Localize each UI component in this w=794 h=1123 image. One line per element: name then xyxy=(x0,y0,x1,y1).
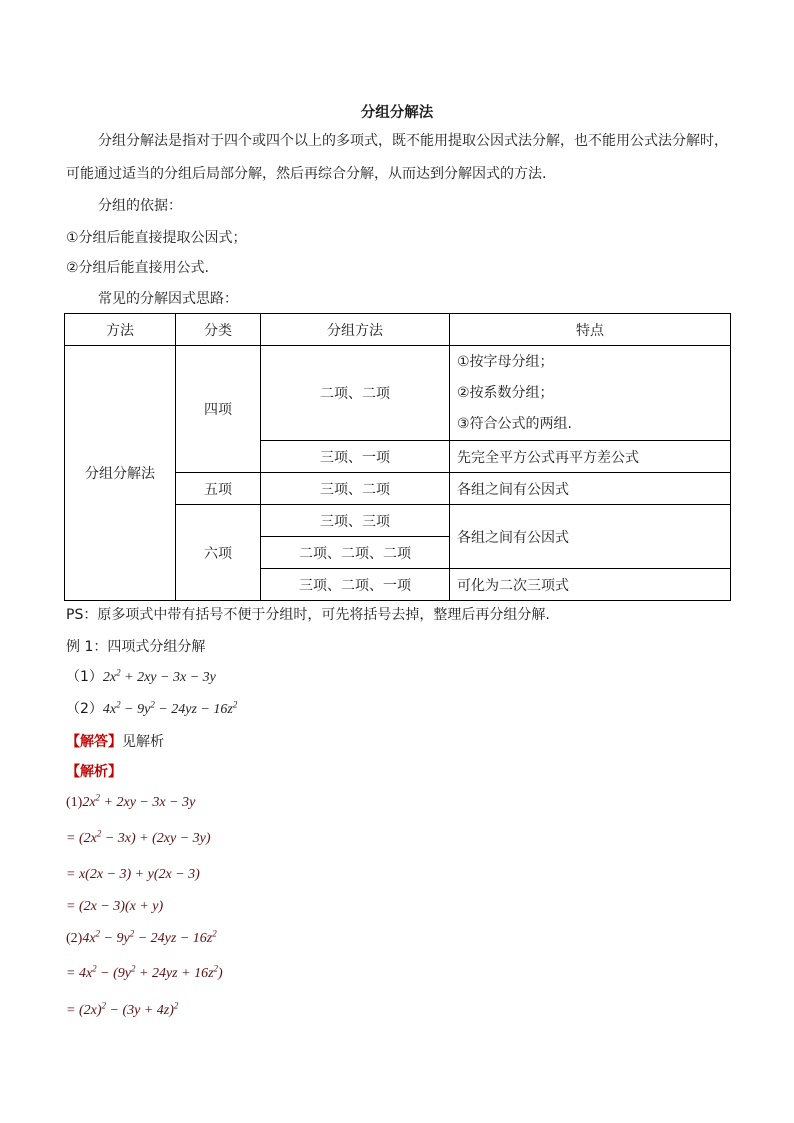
grouping-cell: 三项、三项 xyxy=(261,505,450,537)
grouping-cell: 三项、一项 xyxy=(261,441,450,473)
features-cell: 可化为二次三项式 xyxy=(450,569,731,601)
header-category: 分类 xyxy=(176,314,261,346)
solution-step: = $(2x^2 - 3x) + (2xy - 3y)$ xyxy=(66,828,211,846)
solution-step: = $4x^2 - (9y^2 + 24yz + 16z^2)$ xyxy=(66,963,223,981)
common-approaches-heading: 常见的分解因式思路： xyxy=(98,291,238,307)
solution-label: (1) xyxy=(66,795,83,810)
basis-heading: 分组的依据： xyxy=(98,198,182,214)
solution-step: $(2)4x^2 - 9y^2 - 24yz - 16z^2$ xyxy=(66,928,217,946)
page-title: 分组分解法 xyxy=(360,105,434,121)
feature-item: ③符合公式的两组. xyxy=(457,415,573,432)
solution-step: $(1)2x^2 + 2xy - 3x - 3y$ xyxy=(66,792,196,810)
header-features: 特点 xyxy=(450,314,731,346)
analysis-label: 【解析】 xyxy=(66,764,122,780)
features-cell: 各组之间有公因式 xyxy=(450,473,731,505)
part-label: （1） xyxy=(66,669,103,685)
category-cell: 四项 xyxy=(176,346,261,473)
expression-2: $4x^2 - 9y^2 - 24yz - 16z^2$ xyxy=(102,699,238,717)
answer-label: 【解答】 xyxy=(66,734,122,750)
feature-item: ②按系数分组； xyxy=(457,384,554,401)
table-row xyxy=(65,346,731,441)
basis-item-2: ②分组后能直接用公式. xyxy=(66,260,210,276)
features-cell: 先完全平方公式再平方差公式 xyxy=(450,441,731,473)
solution-step: = (2x − 3)(x + y) xyxy=(66,899,164,914)
grouping-methods-table xyxy=(64,313,731,601)
solution-step: = $(2x)^2 - (3y + 4z)^2$ xyxy=(66,1000,179,1018)
grouping-cell: 三项、二项 xyxy=(261,473,450,505)
intro-paragraph-line-2: 可能通过适当的分组后局部分解，然后再综合分解，从而达到分解因式的方法. xyxy=(66,166,547,182)
solution-label: (2) xyxy=(66,931,83,946)
example-part-2 xyxy=(66,699,237,720)
solution-step: = x(2x − 3) + y(2x − 3) xyxy=(66,867,200,882)
ps-note: PS：原多项式中带有括号不便于分组时，可先将括号去掉，整理后再分组分解. xyxy=(66,607,550,623)
basis-item-1: ①分组后能直接提取公因式； xyxy=(66,230,247,246)
category-cell: 五项 xyxy=(176,473,261,505)
method-cell: 分组分解法 xyxy=(65,346,176,601)
category-cell: 六项 xyxy=(176,505,261,601)
features-cell xyxy=(450,346,731,441)
part-label: （2） xyxy=(66,701,103,717)
grouping-cell: 三项、二项、一项 xyxy=(261,569,450,601)
grouping-cell: 二项、二项 xyxy=(261,346,450,441)
example-title: 例 1：四项式分组分解 xyxy=(66,639,206,655)
expression-1: $2x^2 + 2xy - 3x - 3y$ xyxy=(102,667,216,685)
answer-line xyxy=(66,732,164,752)
header-method: 方法 xyxy=(65,314,176,346)
features-cell: 各组之间有公因式 xyxy=(450,505,731,569)
table-header-row xyxy=(65,314,731,346)
grouping-cell: 二项、二项、二项 xyxy=(261,537,450,569)
example-part-1 xyxy=(66,667,216,688)
analysis-line xyxy=(66,762,122,782)
answer-text: 见解析 xyxy=(122,734,164,750)
intro-paragraph-line-1: 分组分解法是指对于四个或四个以上的多项式，既不能用提取公因式法分解，也不能用公式法分解时， xyxy=(98,133,728,149)
header-grouping: 分组方法 xyxy=(261,314,450,346)
feature-item: ①按字母分组； xyxy=(457,353,554,370)
